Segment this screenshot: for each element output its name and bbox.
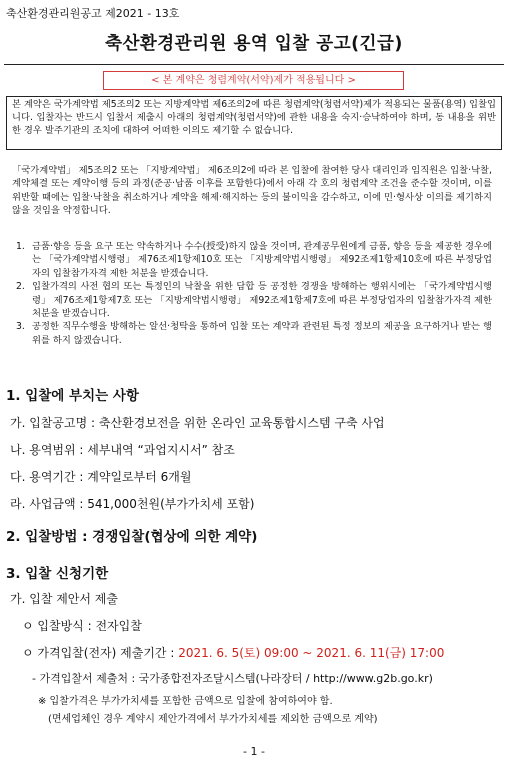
pledge-item — [16, 320, 492, 347]
pledge-item-text: 공정한 직무수행을 방해하는 알선·청탁을 통하여 입찰 또는 계약과 관련된 특정 정보의 제공을 요구하거나 받는 행위를 하지 않겠습니다. — [32, 321, 492, 346]
project-amount: 라. 사업금액 : 541,000천원(부가가치세 포함) — [10, 497, 255, 511]
price-bid-period-label: ㅇ 가격입찰(전자) 제출기간 : — [22, 646, 179, 660]
bid-notice-name: 가. 입찰공고명 : 축산환경보전을 위한 온라인 교육통합시스템 구축 사업 — [10, 416, 385, 430]
service-period: 다. 용역기간 : 계약일로부터 6개월 — [10, 470, 192, 484]
pledge-item — [16, 280, 492, 320]
vat-note: ※ 입찰가격은 부가가치세를 포함한 금액으로 입찰에 참여하여야 함. — [38, 696, 333, 707]
pledge-list — [16, 240, 492, 347]
bid-method: ㅇ 입찰방식 : 전자입찰 — [22, 619, 142, 633]
section-2-heading: 2. 입찰방법 : 경쟁입찰(협상에 의한 계약) — [6, 529, 258, 545]
price-bid-period-value: 2021. 6. 5(토) 09:00 ~ 2021. 6. 11(금) 17:00 — [178, 646, 445, 660]
price-bid-period — [22, 644, 444, 661]
proposal-submission: 가. 입찰 제안서 제출 — [10, 592, 118, 606]
price-bid-destination-label: - 가격입찰서 제출처 : 국가종합전자조달시스템(나라장터 / — [32, 672, 314, 685]
pledge-item-number: 3. — [16, 321, 25, 333]
title-divider — [4, 64, 504, 65]
section-1-heading: 1. 입찰에 부치는 사항 — [6, 388, 139, 404]
g2b-link[interactable]: http://www.g2b.go.kr — [313, 672, 429, 685]
pledge-item-number: 2. — [16, 281, 25, 293]
pledge-item — [16, 240, 492, 280]
tax-exempt-note: (면세업체인 경우 계약시 제안가격에서 부가가치세를 제외한 금액으로 계약) — [48, 714, 378, 725]
price-bid-destination-close: ) — [428, 672, 433, 685]
price-bid-destination — [32, 670, 433, 686]
pledge-paragraph: 「국가계약법」 제5조의2 또는 「지방계약법」 제6조의2에 따라 본 입찰에 참여한 당사 대리인과 임직원은 입찰·낙찰, 계약체결 또는 계약이행 등의 과정(준공·납품 이후를 포함한다)에서 아래 각 호의 청렴계약 조건을 준수할 것이며, 이를 위반할 때에는 입찰·낙찰을 취소하거나 계약을 해제·해지하는 등의 불이익을 감수하고, 이에 민·형사상 이의를 제기하지 않을 것임을 약정합니다. — [12, 165, 492, 217]
integrity-contract-banner: < 본 계약은 청렴계약(서약)제가 적용됩니다 > — [103, 71, 404, 90]
integrity-notice-box: 본 계약은 국가계약법 제5조의2 또는 지방계약법 제6조의2에 따른 청렴계약(청렴서약)제가 적용되는 물품(용역) 입찰입니다. 입찰자는 반드시 입찰서 제출시 아래의 청렴계약(청렴서약)에 관한 내용을 숙지·승낙하여야 하며, 동 내용을 위반한 경우 발주기관의 조치에 대하여 어떠한 이의도 제기할 수 없습니다. — [6, 96, 502, 150]
service-scope: 나. 용역범위 : 세부내역 “과업지시서” 참조 — [10, 443, 235, 457]
pledge-item-number: 1. — [16, 241, 25, 252]
notice-number: 축산환경관리원공고 제2021 - 13호 — [6, 7, 180, 20]
pledge-item-text: 입찰가격의 사전 협의 또는 특정인의 낙찰을 위한 담합 등 공정한 경쟁을 방해하는 행위시에는 「국가계약법시행령」 제76조제1항제7호 또는 「지방계약법시행령」 제92조제1항제7호에 따른 부정당업자의 입찰참가자격 제한 처분을 받겠습니다. — [32, 281, 492, 320]
section-3-heading: 3. 입찰 신청기한 — [6, 566, 109, 582]
page-number: - 1 - — [243, 745, 265, 758]
page-title: 축산환경관리원 용역 입찰 공고(긴급) — [105, 34, 403, 54]
pledge-item-text: 금품·향응 등을 요구 또는 약속하거나 수수(授受)하지 않을 것이며, 관계공무원에게 금품, 향응 등을 제공한 경우에는 「국가계약법시행령」 제76조제1항제10호 또는 「지방계약법시행령」 제92조제1항제10호에 따른 부정당업자의 입찰참가자격 제한 처분을 받겠습니다. — [32, 241, 492, 279]
